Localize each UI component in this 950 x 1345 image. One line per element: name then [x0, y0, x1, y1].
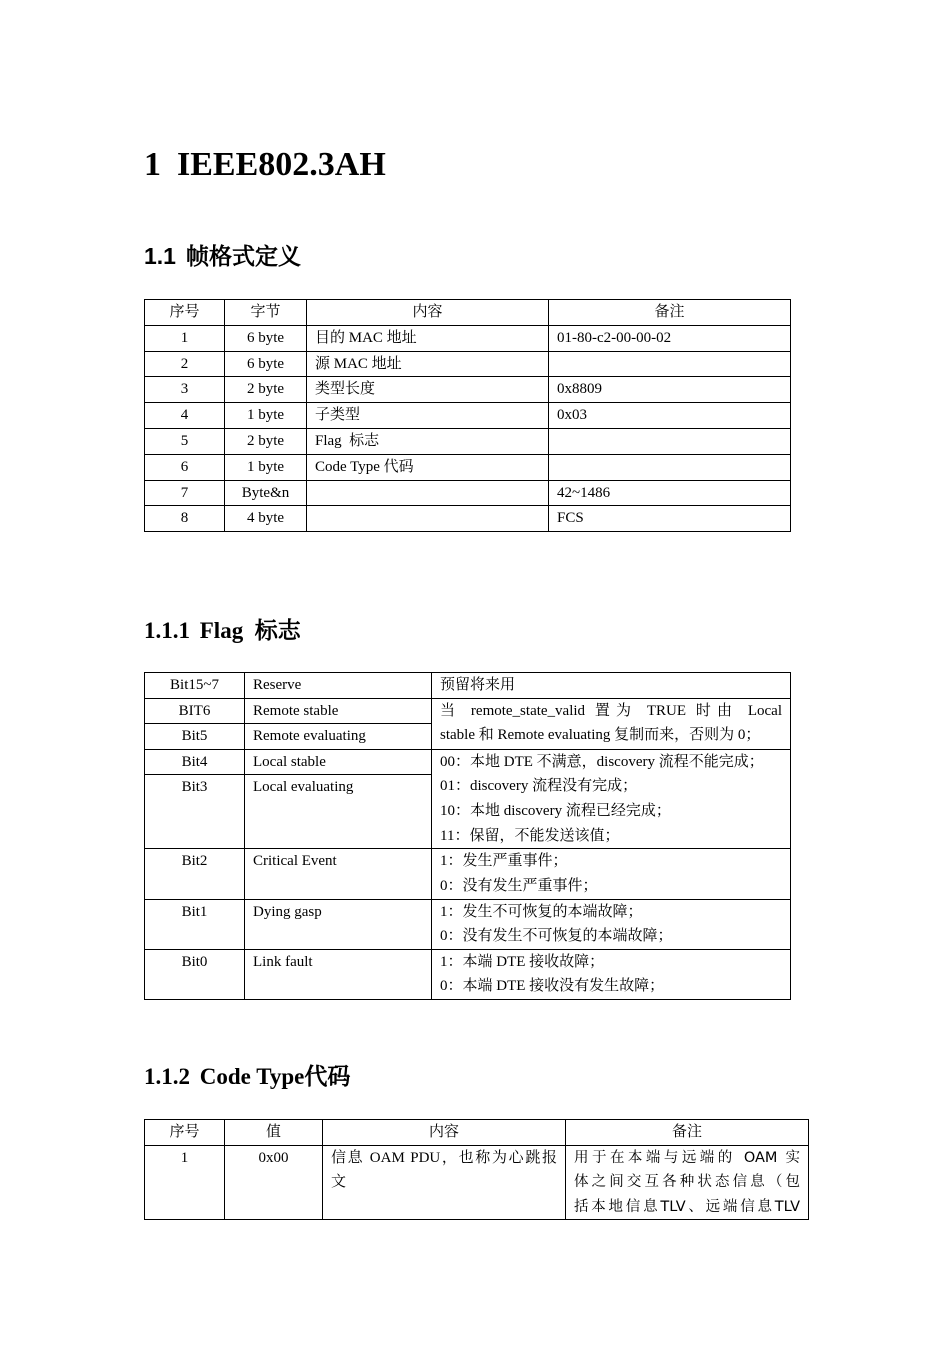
header-cell: 内容 — [323, 1120, 566, 1146]
cell-content — [307, 506, 549, 532]
cell-bit: Bit3 — [145, 775, 245, 849]
cell-field: Local evaluating — [245, 775, 432, 849]
heading-1 — [144, 146, 386, 184]
cell-index: 1 — [145, 325, 225, 351]
heading-3-number: 1.1.2 — [144, 1064, 190, 1089]
table-header-row — [145, 1120, 809, 1146]
heading-1-number: 1 — [144, 146, 161, 183]
table-row — [145, 899, 791, 949]
header-cell: 序号 — [145, 1120, 225, 1146]
cell-field: Local stable — [245, 749, 432, 775]
cell-content: 子类型 — [307, 403, 549, 429]
cell-bit: Bit5 — [145, 724, 245, 750]
cell-bytes: 2 byte — [225, 428, 307, 454]
cell-desc: 预留将来用 — [432, 673, 791, 699]
cell-index: 4 — [145, 403, 225, 429]
heading-2-text: 帧格式定义 — [185, 244, 301, 270]
frame-format-table — [144, 299, 791, 532]
cell-index: 5 — [145, 428, 225, 454]
table-row — [145, 749, 791, 775]
note-line: 体之间交互各种状态信息（包 — [574, 1174, 800, 1191]
cell-content — [307, 480, 549, 506]
cell-index: 8 — [145, 506, 225, 532]
cell-bit: Bit0 — [145, 949, 245, 999]
cell-field: Link fault — [245, 949, 432, 999]
cell-value: 0x00 — [225, 1145, 323, 1220]
table-row — [145, 377, 791, 403]
cell-desc — [432, 749, 791, 849]
cell-bit: Bit4 — [145, 749, 245, 775]
table-row — [145, 454, 791, 480]
cell-field: Critical Event — [245, 849, 432, 899]
flag-table — [144, 672, 791, 1000]
cell-content: Flag 标志 — [307, 428, 549, 454]
desc-line: 00：本地 DTE 不满意，discovery 流程不能完成； — [440, 753, 764, 770]
cell-note: 42~1486 — [549, 480, 791, 506]
cell-bytes: 1 byte — [225, 454, 307, 480]
header-cell: 字节 — [225, 300, 307, 326]
content-line: 文 — [331, 1174, 347, 1191]
desc-line: 1：本端 DTE 接收故障； — [440, 953, 605, 970]
content-line: 信息 OAM PDU，也称为心跳报 — [331, 1149, 557, 1166]
cell-field: Remote stable — [245, 698, 432, 724]
cell-bit: Bit2 — [145, 849, 245, 899]
cell-bytes: 1 byte — [225, 403, 307, 429]
note-line: 用于在本端与远端的 OAM 实 — [574, 1149, 800, 1166]
desc-line: 0：本端 DTE 接收没有发生故障； — [440, 978, 665, 995]
cell-bytes: 2 byte — [225, 377, 307, 403]
cell-content: 类型长度 — [307, 377, 549, 403]
cell-desc — [432, 899, 791, 949]
cell-bytes: 6 byte — [225, 325, 307, 351]
cell-note: 01-80-c2-00-00-02 — [549, 325, 791, 351]
heading-3-flag — [144, 612, 301, 645]
table-row — [145, 849, 791, 899]
cell-content: 源 MAC 地址 — [307, 351, 549, 377]
heading-1-text: IEEE802.3AH — [177, 146, 386, 183]
desc-line: 01：discovery 流程没有完成； — [440, 778, 638, 795]
cell-bytes: Byte&n — [225, 480, 307, 506]
desc-line: 0：没有发生不可恢复的本端故障； — [440, 928, 673, 945]
cell-note: FCS — [549, 506, 791, 532]
table-row — [145, 673, 791, 699]
cell-note — [549, 428, 791, 454]
cell-field: Remote evaluating — [245, 724, 432, 750]
cell-content — [323, 1145, 566, 1220]
heading-3-text: Flag 标志 — [199, 618, 301, 643]
table-row — [145, 949, 791, 999]
cell-bit: Bit1 — [145, 899, 245, 949]
heading-3-text: Code Type代码 — [199, 1064, 351, 1089]
cell-desc — [432, 698, 791, 749]
header-cell: 序号 — [145, 300, 225, 326]
cell-field: Reserve — [245, 673, 432, 699]
heading-3-code-type — [144, 1058, 350, 1091]
cell-content: Code Type 代码 — [307, 454, 549, 480]
cell-index: 1 — [145, 1145, 225, 1220]
cell-content: 目的 MAC 地址 — [307, 325, 549, 351]
cell-note — [566, 1145, 809, 1220]
desc-line: stable 和 Remote evaluating 复制而来，否则为 0； — [440, 727, 761, 744]
desc-line: 1：发生不可恢复的本端故障； — [440, 903, 643, 920]
table-row — [145, 506, 791, 532]
heading-3-number: 1.1.1 — [144, 618, 190, 643]
cell-index: 7 — [145, 480, 225, 506]
table-row — [145, 1145, 809, 1220]
cell-index: 3 — [145, 377, 225, 403]
note-line: 括本地信息TLV、远端信息TLV — [574, 1198, 800, 1215]
cell-bytes: 6 byte — [225, 351, 307, 377]
code-type-table — [144, 1119, 809, 1220]
cell-bytes: 4 byte — [225, 506, 307, 532]
cell-note — [549, 351, 791, 377]
cell-desc — [432, 849, 791, 899]
desc-line: 11：保留，不能发送该值； — [440, 827, 620, 844]
desc-line: 0：没有发生严重事件； — [440, 877, 598, 894]
heading-2-frame-format — [144, 238, 301, 271]
table-row — [145, 480, 791, 506]
table-row — [145, 698, 791, 724]
table-row — [145, 428, 791, 454]
table-header-row — [145, 300, 791, 326]
cell-bit: Bit15~7 — [145, 673, 245, 699]
cell-desc — [432, 949, 791, 999]
header-cell: 备注 — [566, 1120, 809, 1146]
cell-bit: BIT6 — [145, 698, 245, 724]
cell-field: Dying gasp — [245, 899, 432, 949]
desc-line: 当 remote_state_valid 置为 TRUE 时由 Local — [440, 702, 782, 719]
header-cell: 备注 — [549, 300, 791, 326]
header-cell: 值 — [225, 1120, 323, 1146]
table-row — [145, 403, 791, 429]
cell-index: 6 — [145, 454, 225, 480]
cell-note: 0x03 — [549, 403, 791, 429]
cell-note: 0x8809 — [549, 377, 791, 403]
cell-note — [549, 454, 791, 480]
cell-index: 2 — [145, 351, 225, 377]
table-row — [145, 325, 791, 351]
desc-line: 10：本地 discovery 流程已经完成； — [440, 802, 671, 819]
desc-line: 1：发生严重事件； — [440, 853, 568, 870]
heading-2-number: 1.1 — [144, 243, 176, 269]
table-row — [145, 351, 791, 377]
header-cell: 内容 — [307, 300, 549, 326]
